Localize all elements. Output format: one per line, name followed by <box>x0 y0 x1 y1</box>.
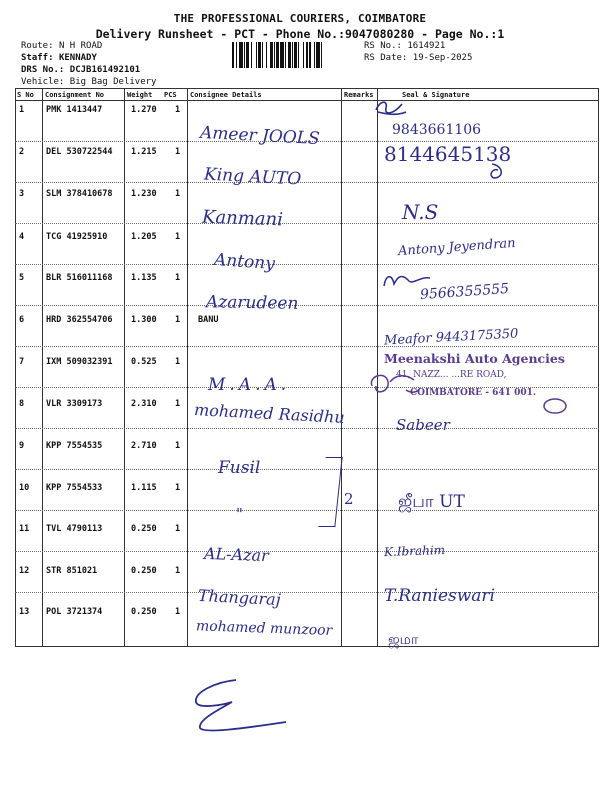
consignee-handwritten: Thangaraj <box>197 585 282 610</box>
row-sno: 2 <box>19 147 25 157</box>
drs-label: DRS No.: <box>21 65 65 75</box>
runsheet-table <box>15 88 599 647</box>
consignee-handwritten: Antony <box>213 249 276 275</box>
barcode-bar <box>298 42 299 68</box>
row-consignment-no: VLR 3309173 <box>46 399 103 409</box>
row-consignment-no: KPP 7554535 <box>46 441 103 451</box>
row-pcs: 1 <box>175 147 181 157</box>
barcode-bar <box>236 42 237 68</box>
row-pcs: 1 <box>175 189 181 199</box>
bracket-count: 2 <box>344 490 354 508</box>
row-weight: 1.270 <box>131 105 157 115</box>
barcode-bar <box>270 42 272 68</box>
row-weight: 1.300 <box>131 315 157 325</box>
signature: ஜமா <box>388 632 419 648</box>
row-pcs: 1 <box>175 483 181 493</box>
row-consignment-no: TCG 41925910 <box>46 232 108 242</box>
row-pcs: 1 <box>175 273 181 283</box>
row-pcs: 1 <box>175 566 181 576</box>
signature: ஜீபா UT <box>398 492 465 512</box>
barcode-bar <box>316 42 320 68</box>
col-header-consignment: Consignment No <box>45 91 105 99</box>
barcode-bar <box>292 42 293 68</box>
row-pcs: 1 <box>175 105 181 115</box>
row-pcs: 1 <box>175 607 181 617</box>
consignee-handwritten: Azarudeen <box>205 292 299 314</box>
row-sno: 4 <box>19 232 25 242</box>
row-consignment-no: BLR 516011168 <box>46 273 113 283</box>
signature: T.Ranieswari <box>384 586 495 606</box>
row-divider <box>15 305 599 306</box>
consignee-handwritten: " <box>236 505 243 523</box>
barcode-bar <box>303 42 304 68</box>
rs-date-label: RS Date: <box>364 53 408 63</box>
route-value: N H ROAD <box>58 41 103 51</box>
barcode-bar <box>309 42 311 68</box>
rs-date-value: 19-Sep-2025 <box>412 53 473 63</box>
col-header-consignee: Consignee Details <box>190 91 262 99</box>
row-divider <box>15 510 599 511</box>
row-consignee-printed: BANU <box>198 315 219 325</box>
row-weight: 1.135 <box>131 273 157 283</box>
row-sno: 7 <box>19 357 25 367</box>
staff-line <box>21 53 97 63</box>
row-consignment-no: IXM 509032391 <box>46 357 113 367</box>
row-consignment-no: HRD 362554706 <box>46 315 113 325</box>
stamp-address: 41, NAZZ... ...RE ROAD, <box>396 370 507 380</box>
row-sno: 1 <box>19 105 25 115</box>
rs-date-line <box>364 53 472 63</box>
row-divider <box>15 264 599 265</box>
row-divider <box>15 469 599 470</box>
row-divider <box>15 592 599 593</box>
row-sno: 5 <box>19 273 25 283</box>
rs-no-value: 1614921 <box>407 41 446 51</box>
stamp-city: COIMBATORE - 641 001. <box>410 388 536 398</box>
row-sno: 11 <box>19 524 30 534</box>
signature: Sabeer <box>396 416 450 434</box>
row-weight: 1.215 <box>131 147 157 157</box>
row-pcs: 1 <box>175 524 181 534</box>
row-weight: 1.230 <box>131 189 157 199</box>
row-consignment-no: TVL 4790113 <box>46 524 103 534</box>
vehicle-line <box>21 77 156 87</box>
row-weight: 1.115 <box>131 483 157 493</box>
signature: K.Ibrahim <box>383 542 446 560</box>
barcode-bar <box>276 42 278 68</box>
stamp-scribble <box>366 368 424 398</box>
barcode-bar <box>285 42 286 68</box>
staff-label: Staff: <box>21 53 54 63</box>
row-divider <box>15 551 599 552</box>
vehicle-value: Big Bag Delivery <box>69 77 157 87</box>
signature: 8144645138 <box>384 142 512 166</box>
row-pcs: 1 <box>175 441 181 451</box>
row-divider <box>15 223 599 224</box>
barcode-bar <box>258 42 260 68</box>
col-header-pcs: PCS <box>164 91 177 99</box>
signature: Antony Jeyendran <box>397 235 517 260</box>
barcode-bar <box>280 42 284 68</box>
consignee-handwritten: mohamed Rasidhu <box>193 400 346 427</box>
barcode-bar <box>321 42 322 68</box>
col-header-seal: Seal & Signature <box>402 91 470 99</box>
row-consignment-no: KPP 7554533 <box>46 483 103 493</box>
row-weight: 1.205 <box>131 232 157 242</box>
row-sno: 8 <box>19 399 25 409</box>
row-sno: 10 <box>19 483 30 493</box>
col-divider <box>187 88 188 647</box>
row-divider <box>15 182 599 183</box>
barcode-bar <box>266 42 267 68</box>
driver-signature <box>186 676 296 736</box>
barcode-bar <box>244 42 245 68</box>
row-weight: 2.310 <box>131 399 157 409</box>
company-title: THE PROFESSIONAL COURIERS, COIMBATORE <box>173 12 427 25</box>
row-pcs: 1 <box>175 357 181 367</box>
barcode-bar <box>256 42 257 68</box>
stamp-name: Meenakshi Auto Agencies <box>384 351 565 366</box>
row-weight: 0.525 <box>131 357 157 367</box>
consignee-handwritten: M.A.A. <box>208 375 291 395</box>
row-pcs: 1 <box>175 232 181 242</box>
consignee-handwritten: King AUTO <box>203 164 302 190</box>
table-border-top <box>15 88 599 89</box>
row-consignment-no: PMK 1413447 <box>46 105 103 115</box>
signature-mark <box>486 160 508 182</box>
drs-line <box>21 65 140 75</box>
row-weight: 0.250 <box>131 566 157 576</box>
barcode-bar <box>239 42 243 68</box>
barcode-bar <box>262 42 263 68</box>
row-pcs: 1 <box>175 399 181 409</box>
row-sno: 3 <box>19 189 25 199</box>
row-divider <box>15 346 599 347</box>
barcode-bar <box>306 42 307 68</box>
staff-value: KENNADY <box>58 53 97 63</box>
consignee-handwritten: Fusil <box>218 458 261 478</box>
vehicle-label: Vehicle: <box>21 77 65 87</box>
col-divider <box>124 88 125 647</box>
row-weight: 0.250 <box>131 524 157 534</box>
row-sno: 6 <box>19 315 25 325</box>
runsheet-subtitle: Delivery Runsheet - PCT - Phone No.:9047080280 - Page No.:1 <box>95 27 505 41</box>
signature-scribble <box>372 96 412 123</box>
rs-no-line <box>364 41 445 51</box>
rs-no-label: RS No.: <box>364 41 402 51</box>
table-border-bottom <box>15 646 599 647</box>
row-weight: 2.710 <box>131 441 157 451</box>
header-divider <box>15 100 599 101</box>
table-border-left <box>15 88 16 647</box>
barcode <box>232 42 360 68</box>
consignee-handwritten: Kanmani <box>201 206 284 231</box>
signature: Meafor 9443175350 <box>383 326 519 349</box>
barcode-bar <box>274 42 275 68</box>
barcode-bar <box>314 42 315 68</box>
barcode-bar <box>294 42 296 68</box>
route-line <box>21 41 102 51</box>
drs-value: DCJB161492101 <box>69 65 141 75</box>
row-sno: 9 <box>19 441 25 451</box>
row-consignment-no: STR 851021 <box>46 566 98 576</box>
table-border-right <box>598 88 599 647</box>
row-consignment-no: DEL 530722544 <box>46 147 113 157</box>
signature: 9566355555 <box>419 280 510 304</box>
col-divider <box>341 88 342 647</box>
row-consignment-no: SLM 378410678 <box>46 189 113 199</box>
barcode-bar <box>288 42 290 68</box>
consignee-handwritten: mohamed munzoor <box>195 618 333 639</box>
col-header-remarks: Remarks <box>344 91 374 99</box>
signature: N.S <box>402 200 439 224</box>
col-header-sno: S No <box>17 91 34 99</box>
barcode-bar <box>246 42 248 68</box>
consignee-handwritten: Ameer JOOLS <box>199 122 321 150</box>
consignee-handwritten: AL-Azar <box>203 543 270 566</box>
row-consignment-no: POL 3721374 <box>46 607 103 617</box>
col-divider <box>42 88 43 647</box>
route-label: Route: <box>21 41 54 51</box>
barcode-bar <box>232 42 234 68</box>
stamp-mark <box>540 396 570 416</box>
row-pcs: 1 <box>175 315 181 325</box>
row-sno: 12 <box>19 566 30 576</box>
row-divider <box>15 428 599 429</box>
signature: 9843661106 <box>392 122 482 138</box>
barcode-bar <box>251 42 252 68</box>
row-sno: 13 <box>19 607 30 617</box>
col-header-weight: Weight <box>127 91 153 99</box>
row-weight: 0.250 <box>131 607 157 617</box>
